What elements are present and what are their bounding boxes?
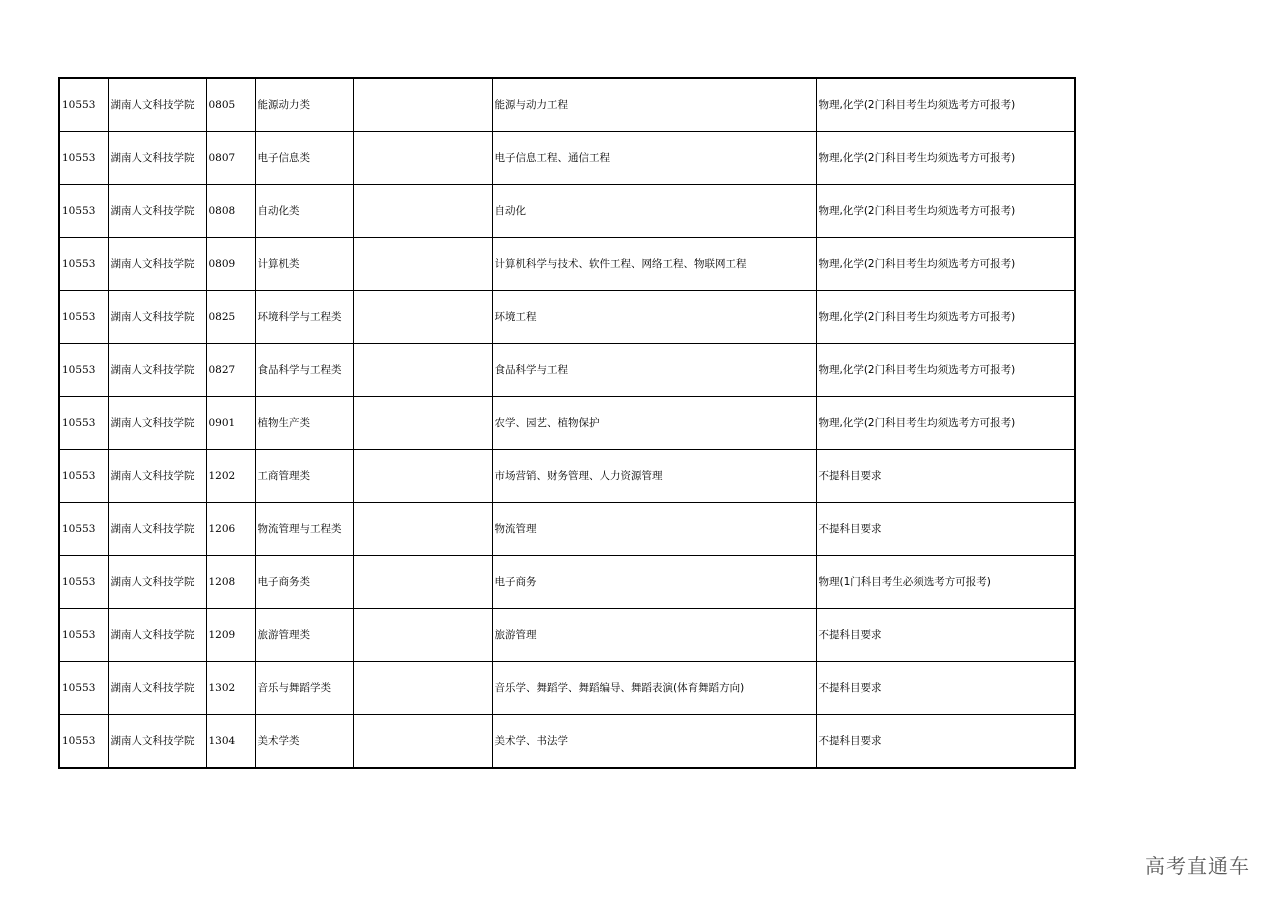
subject-requirement-cell: 物理,化学(2门科目考生均须选考方可报考): [816, 132, 1075, 185]
table-row: [59, 291, 1075, 344]
major-category-code-cell: 0901: [206, 397, 255, 450]
table-row: [59, 609, 1075, 662]
included-majors-cell: 电子信息工程、通信工程: [492, 132, 816, 185]
included-majors-cell: 市场营销、财务管理、人力资源管理: [492, 450, 816, 503]
included-majors-cell: 自动化: [492, 185, 816, 238]
school-name-cell: 湖南人文科技学院: [108, 503, 206, 556]
major-category-cell: 音乐与舞蹈学类: [255, 662, 353, 715]
table-row: [59, 238, 1075, 291]
table-row: [59, 662, 1075, 715]
table-row: [59, 185, 1075, 238]
watermark-text: 高考直通车: [1145, 854, 1250, 878]
table-row: [59, 503, 1075, 556]
institution-code-cell: 10553: [59, 344, 108, 397]
note-cell: [353, 238, 492, 291]
subject-requirement-cell: 物理,化学(2门科目考生均须选考方可报考): [816, 291, 1075, 344]
major-category-cell: 电子商务类: [255, 556, 353, 609]
included-majors-cell: 电子商务: [492, 556, 816, 609]
included-majors-cell: 美术学、书法学: [492, 715, 816, 769]
school-name-cell: 湖南人文科技学院: [108, 344, 206, 397]
major-category-cell: 旅游管理类: [255, 609, 353, 662]
major-category-code-cell: 1302: [206, 662, 255, 715]
note-cell: [353, 450, 492, 503]
major-category-code-cell: 0807: [206, 132, 255, 185]
subject-requirement-cell: 物理,化学(2门科目考生均须选考方可报考): [816, 238, 1075, 291]
table-row: [59, 450, 1075, 503]
school-name-cell: 湖南人文科技学院: [108, 609, 206, 662]
major-category-code-cell: 1208: [206, 556, 255, 609]
subject-requirement-cell: 物理,化学(2门科目考生均须选考方可报考): [816, 185, 1075, 238]
major-category-code-cell: 0825: [206, 291, 255, 344]
included-majors-cell: 食品科学与工程: [492, 344, 816, 397]
institution-code-cell: 10553: [59, 291, 108, 344]
note-cell: [353, 132, 492, 185]
school-name-cell: 湖南人文科技学院: [108, 662, 206, 715]
institution-code-cell: 10553: [59, 185, 108, 238]
school-name-cell: 湖南人文科技学院: [108, 397, 206, 450]
institution-code-cell: 10553: [59, 397, 108, 450]
school-name-cell: 湖南人文科技学院: [108, 291, 206, 344]
included-majors-cell: 能源与动力工程: [492, 78, 816, 132]
major-category-cell: 电子信息类: [255, 132, 353, 185]
institution-code-cell: 10553: [59, 715, 108, 769]
table-row: [59, 556, 1075, 609]
note-cell: [353, 78, 492, 132]
school-name-cell: 湖南人文科技学院: [108, 556, 206, 609]
major-category-cell: 环境科学与工程类: [255, 291, 353, 344]
note-cell: [353, 344, 492, 397]
major-category-cell: 美术学类: [255, 715, 353, 769]
major-category-cell: 自动化类: [255, 185, 353, 238]
major-category-code-cell: 1209: [206, 609, 255, 662]
major-category-cell: 植物生产类: [255, 397, 353, 450]
school-name-cell: 湖南人文科技学院: [108, 185, 206, 238]
school-name-cell: 湖南人文科技学院: [108, 715, 206, 769]
note-cell: [353, 556, 492, 609]
subject-requirement-cell: 不提科目要求: [816, 715, 1075, 769]
subject-requirement-cell: 不提科目要求: [816, 503, 1075, 556]
table-row: [59, 344, 1075, 397]
school-name-cell: 湖南人文科技学院: [108, 78, 206, 132]
subject-requirement-cell: 物理(1门科目考生必须选考方可报考): [816, 556, 1075, 609]
table-body: [59, 78, 1075, 768]
note-cell: [353, 291, 492, 344]
institution-code-cell: 10553: [59, 132, 108, 185]
institution-code-cell: 10553: [59, 662, 108, 715]
included-majors-cell: 计算机科学与技术、软件工程、网络工程、物联网工程: [492, 238, 816, 291]
included-majors-cell: 物流管理: [492, 503, 816, 556]
included-majors-cell: 环境工程: [492, 291, 816, 344]
school-name-cell: 湖南人文科技学院: [108, 132, 206, 185]
included-majors-cell: 旅游管理: [492, 609, 816, 662]
major-category-code-cell: 1206: [206, 503, 255, 556]
institution-code-cell: 10553: [59, 609, 108, 662]
note-cell: [353, 397, 492, 450]
major-category-code-cell: 0808: [206, 185, 255, 238]
major-category-cell: 食品科学与工程类: [255, 344, 353, 397]
major-category-code-cell: 0827: [206, 344, 255, 397]
note-cell: [353, 715, 492, 769]
institution-code-cell: 10553: [59, 450, 108, 503]
major-category-cell: 能源动力类: [255, 78, 353, 132]
included-majors-cell: 音乐学、舞蹈学、舞蹈编导、舞蹈表演(体育舞蹈方向): [492, 662, 816, 715]
note-cell: [353, 185, 492, 238]
table-row: [59, 397, 1075, 450]
major-category-code-cell: 1304: [206, 715, 255, 769]
table-row: [59, 78, 1075, 132]
admission-requirements-table: [58, 77, 1076, 769]
institution-code-cell: 10553: [59, 503, 108, 556]
subject-requirement-cell: 物理,化学(2门科目考生均须选考方可报考): [816, 397, 1075, 450]
major-category-cell: 物流管理与工程类: [255, 503, 353, 556]
note-cell: [353, 503, 492, 556]
major-category-cell: 计算机类: [255, 238, 353, 291]
institution-code-cell: 10553: [59, 556, 108, 609]
major-category-code-cell: 1202: [206, 450, 255, 503]
school-name-cell: 湖南人文科技学院: [108, 450, 206, 503]
subject-requirement-cell: 不提科目要求: [816, 609, 1075, 662]
major-category-cell: 工商管理类: [255, 450, 353, 503]
included-majors-cell: 农学、园艺、植物保护: [492, 397, 816, 450]
institution-code-cell: 10553: [59, 238, 108, 291]
note-cell: [353, 609, 492, 662]
table-row: [59, 132, 1075, 185]
subject-requirement-cell: 物理,化学(2门科目考生均须选考方可报考): [816, 344, 1075, 397]
table-row: [59, 715, 1075, 769]
institution-code-cell: 10553: [59, 78, 108, 132]
note-cell: [353, 662, 492, 715]
major-category-code-cell: 0805: [206, 78, 255, 132]
school-name-cell: 湖南人文科技学院: [108, 238, 206, 291]
subject-requirement-cell: 物理,化学(2门科目考生均须选考方可报考): [816, 78, 1075, 132]
subject-requirement-cell: 不提科目要求: [816, 450, 1075, 503]
major-category-code-cell: 0809: [206, 238, 255, 291]
subject-requirement-cell: 不提科目要求: [816, 662, 1075, 715]
